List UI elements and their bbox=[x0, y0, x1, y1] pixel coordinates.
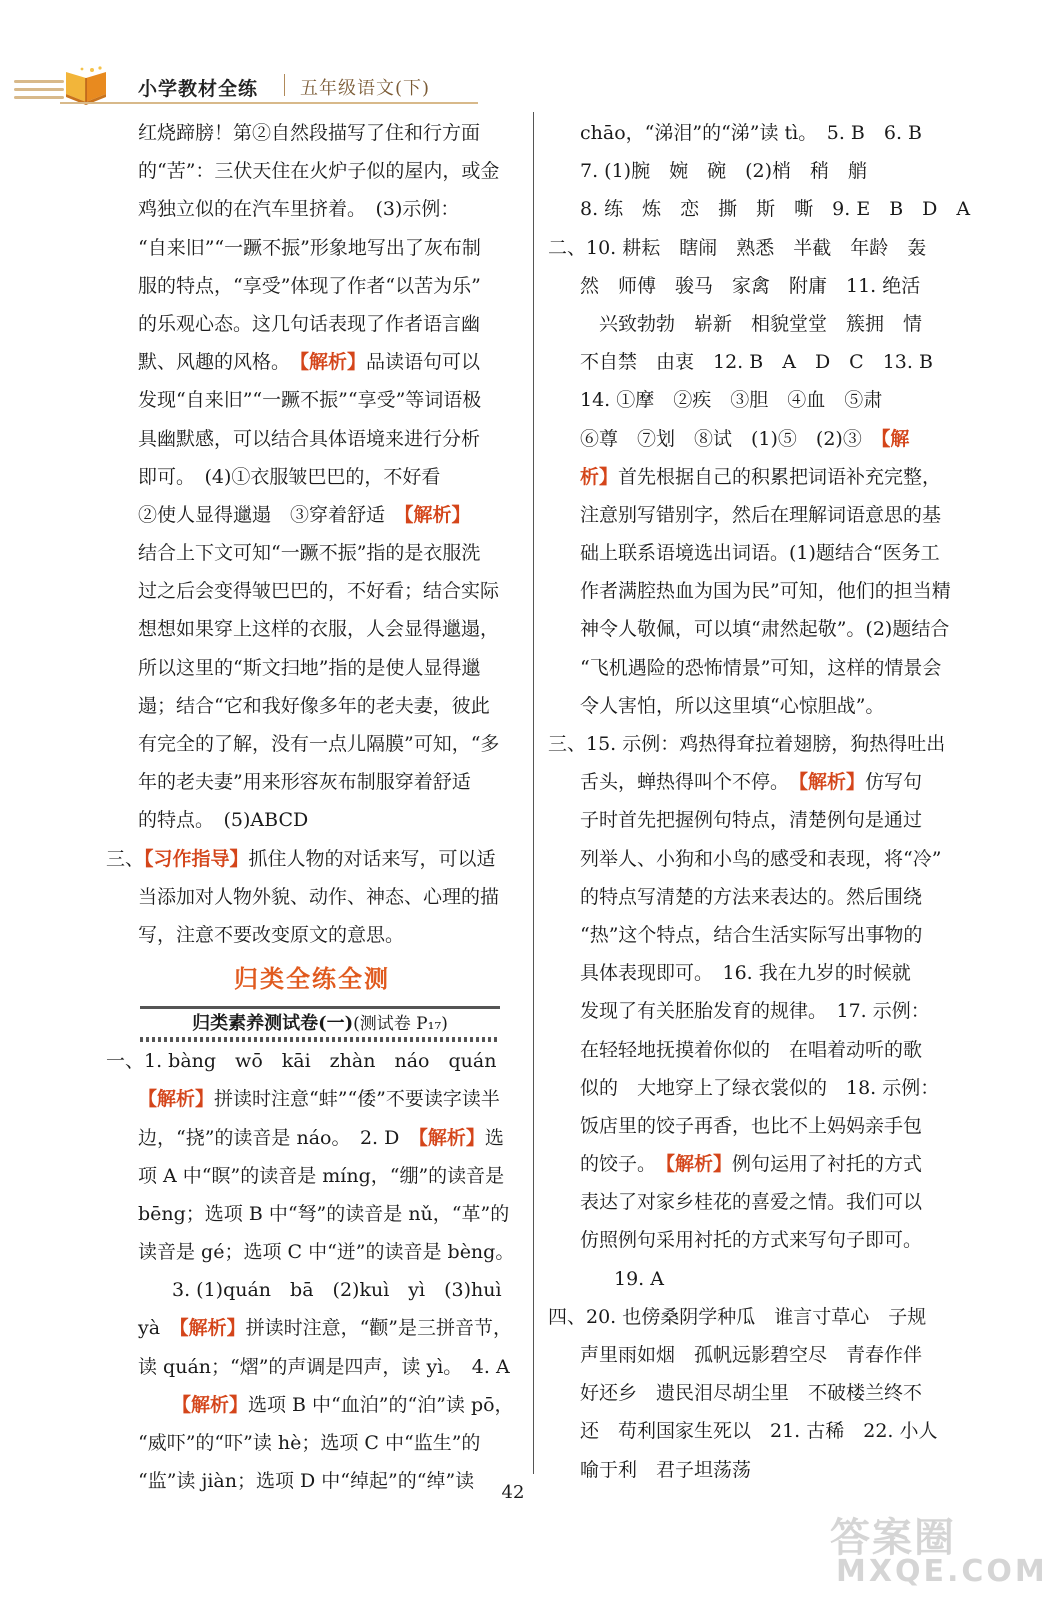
answer-line bbox=[106, 1386, 518, 1424]
test-paper-ref: (测试卷 P₁₇) bbox=[353, 1014, 448, 1035]
answer-text: 所以这里的“斯文扫地”指的是使人显得邋 bbox=[138, 656, 481, 679]
answer-text: 想想如果穿上这样的衣服，人会显得邋遢， bbox=[138, 618, 500, 641]
answer-text: 四、20. 也傍桑阴学种瓜 谁言寸草心 子规 bbox=[548, 1305, 927, 1328]
answer-text: 作者满腔热血为国为民”可知，他们的担当精 bbox=[580, 580, 951, 603]
answer-line bbox=[548, 343, 958, 381]
answer-line bbox=[548, 1412, 958, 1450]
answer-line bbox=[106, 649, 518, 687]
answer-text-continued: 选项 B 中“血泊”的“泊”读 pō， bbox=[248, 1393, 514, 1416]
answer-line bbox=[548, 381, 958, 419]
left-column bbox=[106, 114, 518, 1500]
answer-line bbox=[106, 1042, 518, 1080]
answer-text: 不自禁 由衷 12. B A D C 13. B bbox=[580, 351, 933, 374]
column-divider bbox=[533, 112, 534, 1474]
analysis-tag: 【解析】 bbox=[418, 1126, 485, 1149]
answer-text: 声里雨如烟 孤帆远影碧空尽 青春作伴 bbox=[580, 1344, 923, 1366]
answer-line bbox=[548, 229, 958, 267]
analysis-tag: 【解析】 bbox=[404, 503, 471, 526]
section-title: 归类全练全测 bbox=[234, 964, 390, 994]
answer-text: 子时首先把握例句特点，清楚例句是通过 bbox=[580, 809, 923, 832]
answer-line bbox=[548, 114, 958, 152]
answer-text: 三、15. 示例：鸡热得耷拉着翅膀，狗热得吐出 bbox=[548, 733, 946, 755]
answer-text: 似的 大地穿上了绿衣裳似的 18. 示例： bbox=[580, 1076, 940, 1099]
answer-line bbox=[548, 1069, 958, 1107]
answer-line bbox=[106, 840, 518, 878]
analysis-tag: 【解析】 bbox=[665, 1153, 733, 1176]
answer-line bbox=[548, 267, 958, 305]
answer-line bbox=[548, 152, 958, 190]
answer-line bbox=[106, 1080, 518, 1118]
analysis-tag: 【解析】 bbox=[179, 1317, 246, 1340]
answer-line bbox=[106, 725, 518, 763]
right-answers-block bbox=[548, 114, 971, 1489]
answer-line bbox=[106, 229, 518, 267]
answer-text: 舌头，蝉热得叫个不停。 bbox=[580, 771, 799, 794]
analysis-tag: 析】 bbox=[580, 465, 619, 488]
answer-line bbox=[548, 610, 958, 648]
analysis-tag: 【解析】 bbox=[299, 351, 367, 374]
test-paper-title: 归类素养测试卷(一) bbox=[192, 1013, 354, 1035]
answer-text: 即可。 (4)①衣服皱巴巴的，不好看 bbox=[138, 465, 441, 488]
answer-text: 服的特点，“享受”体现了作者“以苦为乐” bbox=[138, 274, 481, 297]
answer-text: 鸡独立似的在汽车里挤着。 (3)示例： bbox=[138, 198, 460, 221]
answer-line bbox=[548, 878, 958, 916]
answer-text: 14. ①摩 ②疾 ③胆 ④血 ⑤肃 bbox=[580, 389, 883, 412]
answer-text: 具体表现即可。 16. 我在九岁的时候就 bbox=[580, 962, 911, 985]
answer-text: 神令人敬佩，可以填“肃然起敬”。(2)题结合 bbox=[580, 618, 950, 641]
answer-text: 的饺子。 bbox=[580, 1153, 666, 1176]
answer-text: 过之后会变得皱巴巴的，不好看；结合实际 bbox=[138, 580, 500, 603]
answer-text: 8. 练 炼 恋 撕 斯 嘶 9. E B D A bbox=[580, 198, 971, 221]
answer-text: 的特点。 (5)ABCD bbox=[138, 809, 309, 832]
answer-text: 遢；结合“它和我好像多年的老夫妻，彼此 bbox=[138, 694, 490, 717]
header-decoration bbox=[14, 80, 64, 104]
answer-text: 发现“自来旧”“一蹶不振”“享受”等词语极 bbox=[138, 389, 482, 412]
answer-text: 7. (1)腕 婉 碗 (2)梢 稍 艄 bbox=[580, 160, 867, 183]
answer-line bbox=[106, 801, 518, 839]
left-answers-block-2 bbox=[106, 1042, 518, 1500]
answer-line bbox=[548, 687, 958, 725]
answer-line bbox=[548, 1260, 958, 1298]
answer-text: 写，注意不要改变原文的意思。 bbox=[138, 923, 405, 946]
answer-line bbox=[106, 114, 518, 152]
answer-line bbox=[548, 1298, 958, 1336]
header-rule bbox=[60, 102, 478, 104]
answer-text: 默、风趣的风格。 bbox=[138, 351, 300, 374]
answer-text-continued: 首先根据自己的积累把词语补充完整， bbox=[618, 465, 942, 488]
answer-text: 红烧蹄膀！第②自然段描写了住和行方面 bbox=[138, 122, 481, 144]
answer-text: 在轻轻地抚摸着你似的 在唱着动听的歌 bbox=[580, 1038, 923, 1061]
answer-line bbox=[106, 381, 518, 419]
answer-text: 发现了有关胚胎发育的规律。 17. 示例： bbox=[580, 1000, 930, 1023]
answer-text: chāo，“涕泪”的“涕”读 tì。 5. B 6. B bbox=[580, 122, 923, 144]
answer-text: ⑥尊 ⑦划 ⑧试 (1)⑤ (2)③ bbox=[580, 427, 881, 450]
answer-line bbox=[106, 1424, 518, 1462]
answer-line bbox=[548, 572, 958, 610]
answer-line bbox=[106, 878, 518, 916]
answer-text-continued: 仿写句 bbox=[865, 771, 923, 794]
answer-text: 的乐观心态。这几句话表现了作者语言幽 bbox=[138, 312, 481, 335]
answer-text: “监”读 jiàn；选项 D 中“绰起”的“绰”读 bbox=[138, 1470, 475, 1493]
answer-text: 然 师傅 骏马 家禽 附庸 11. 绝活 bbox=[580, 274, 921, 297]
answer-line bbox=[548, 916, 958, 954]
answer-line bbox=[548, 954, 958, 992]
answer-text: “自来旧”“一蹶不振”形象地写出了灰布制 bbox=[138, 236, 481, 259]
answer-line bbox=[548, 190, 971, 228]
answer-line bbox=[548, 801, 958, 839]
answer-text: 年的老夫妻”用来形容灰布制服穿着舒适 bbox=[138, 771, 471, 794]
answer-text: 结合上下文可知“一蹶不振”指的是衣服洗 bbox=[138, 542, 481, 565]
answer-text: 二、10. 耕耘 瞎闹 熟悉 半截 年龄 轰 bbox=[548, 236, 927, 259]
answer-line bbox=[548, 763, 958, 801]
answer-text: 当添加对人物外貌、动作、神态、心理的描 bbox=[138, 885, 500, 908]
answer-line bbox=[106, 534, 518, 572]
answer-text-continued: 选 bbox=[484, 1126, 504, 1149]
watermark bbox=[830, 1506, 1048, 1596]
answer-text: yà bbox=[138, 1317, 180, 1340]
answer-line bbox=[548, 840, 958, 878]
answer-text: 的“苦”：三伏天住在火炉子似的屋内，或金 bbox=[138, 160, 500, 183]
answer-line bbox=[106, 687, 518, 725]
answer-line bbox=[106, 152, 518, 190]
answer-line bbox=[548, 458, 958, 496]
analysis-tag: 【解析】 bbox=[172, 1393, 249, 1416]
header-separator bbox=[284, 74, 285, 96]
answer-line bbox=[106, 1309, 518, 1347]
answer-line bbox=[106, 420, 518, 458]
answer-text: “威吓”的“吓”读 hè；选项 C 中“监生”的 bbox=[138, 1432, 481, 1454]
answer-line bbox=[106, 1119, 518, 1157]
answer-line bbox=[548, 1107, 958, 1145]
answer-text: ②使人显得邋遢 ③穿着舒适 bbox=[138, 503, 405, 526]
answer-text: “飞机遇险的恐怖情景”可知，这样的情景会 bbox=[580, 656, 942, 679]
answer-text: 3. (1)quán bā (2)kuì yì (3)huì bbox=[172, 1279, 502, 1302]
answer-text: 还 苟利国家生死以 21. 古稀 22. 小人 bbox=[580, 1420, 938, 1443]
answer-line bbox=[106, 1348, 518, 1386]
answer-text: 读音是 gé；选项 C 中“迸”的读音是 bèng。 bbox=[138, 1241, 515, 1264]
answer-line bbox=[106, 458, 518, 496]
answer-text: 边，“挠”的读音是 náo。 2. D bbox=[138, 1126, 419, 1149]
answer-line bbox=[548, 1183, 958, 1221]
answer-line bbox=[106, 1157, 518, 1195]
answer-line bbox=[548, 649, 958, 687]
book-title: 小学教材全练 bbox=[138, 78, 259, 100]
answer-text-continued: 拼读时注意，“颧”是三拼音节， bbox=[245, 1317, 513, 1340]
answer-text: 项 A 中“瞑”的读音是 míng，“绷”的读音是 bbox=[138, 1164, 505, 1187]
answer-text-continued: 拼读时注意“蚌”“倭”不要读字读半 bbox=[214, 1088, 500, 1111]
answer-line bbox=[106, 190, 518, 228]
left-answers-block bbox=[106, 114, 518, 954]
answer-line bbox=[548, 725, 958, 763]
answer-text: 注意别写错别字，然后在理解词语意思的基 bbox=[580, 503, 942, 526]
answer-text: 19. A bbox=[614, 1267, 664, 1290]
answer-text: 础上联系语境选出词语。(1)题结合“医务工 bbox=[580, 542, 940, 565]
answer-line bbox=[106, 1233, 518, 1271]
analysis-tag: 【解析】 bbox=[798, 771, 866, 794]
book-subtitle: 五年级语文(下) bbox=[300, 78, 431, 99]
answer-text: 的特点写清楚的方法来表达的。然后围绕 bbox=[580, 885, 923, 908]
answer-line bbox=[548, 496, 958, 534]
analysis-tag: 【解析】 bbox=[138, 1088, 215, 1111]
answer-text: 饭店里的饺子再香，也比不上妈妈亲手包 bbox=[580, 1114, 923, 1137]
answer-text: 列举人、小狗和小鸟的感受和表现，将“冷” bbox=[580, 847, 942, 870]
answer-line bbox=[548, 992, 958, 1030]
answer-text: 喻于利 君子坦荡荡 bbox=[580, 1458, 752, 1481]
answer-text: 仿照例句采用衬托的方式来写句子即可。 bbox=[580, 1229, 923, 1252]
answer-line bbox=[548, 1031, 958, 1069]
answer-line bbox=[106, 267, 518, 305]
analysis-tag: 【习作指导】 bbox=[144, 847, 249, 870]
answer-line bbox=[106, 1271, 518, 1309]
test-paper-bar bbox=[140, 1006, 500, 1042]
answer-line bbox=[548, 420, 958, 458]
watermark-url: MXQE.COM bbox=[836, 1554, 1048, 1589]
answer-line bbox=[106, 916, 518, 954]
right-column bbox=[548, 114, 971, 1489]
answer-text: 一、1. bàng wō kāi zhàn náo quán bbox=[106, 1050, 497, 1073]
answer-line bbox=[548, 534, 958, 572]
answer-text: 好还乡 遗民泪尽胡尘里 不破楼兰终不 bbox=[580, 1382, 923, 1405]
answer-text: 兴致勃勃 崭新 相貌堂堂 簇拥 情 bbox=[580, 312, 923, 335]
answer-text: 具幽默感，可以结合具体语境来进行分析 bbox=[138, 427, 481, 450]
answer-text-continued: 品读语句可以 bbox=[366, 351, 481, 374]
answer-line bbox=[106, 572, 518, 610]
watermark-text: 答案圈 bbox=[830, 1515, 956, 1561]
answer-text: “热”这个特点，结合生活实际写出事物的 bbox=[580, 923, 923, 946]
answer-line bbox=[548, 1336, 958, 1374]
answer-line bbox=[106, 610, 518, 648]
analysis-tag: 【解 bbox=[880, 427, 910, 450]
answer-text: 有完全的了解，没有一点儿隔膜”可知，“多 bbox=[138, 733, 500, 755]
answer-line bbox=[548, 1145, 958, 1183]
answer-text: 读 quán；“熠”的声调是四声，读 yì。 4. A bbox=[138, 1355, 510, 1378]
answer-text: 三、 bbox=[106, 847, 145, 870]
answer-text-continued: 抓住人物的对话来写，可以适 bbox=[248, 847, 496, 870]
answer-text: 表达了对家乡桂花的喜爱之情。我们可以 bbox=[580, 1191, 923, 1214]
answer-line bbox=[106, 763, 518, 801]
answer-line bbox=[106, 1195, 518, 1233]
answer-text: bēng；选项 B 中“弩”的读音是 nǔ，“革”的 bbox=[138, 1202, 510, 1225]
page-number: 42 bbox=[501, 1482, 525, 1503]
answer-line bbox=[548, 1221, 958, 1259]
answer-line bbox=[548, 1374, 958, 1412]
answer-line bbox=[106, 496, 518, 534]
answer-line bbox=[106, 343, 518, 381]
page-header bbox=[0, 62, 500, 114]
answer-line bbox=[106, 305, 518, 343]
answer-line bbox=[548, 305, 958, 343]
answer-text-continued: 例句运用了衬托的方式 bbox=[732, 1153, 923, 1176]
answer-text: 令人害怕，所以这里填“心惊胆战”。 bbox=[580, 694, 885, 717]
